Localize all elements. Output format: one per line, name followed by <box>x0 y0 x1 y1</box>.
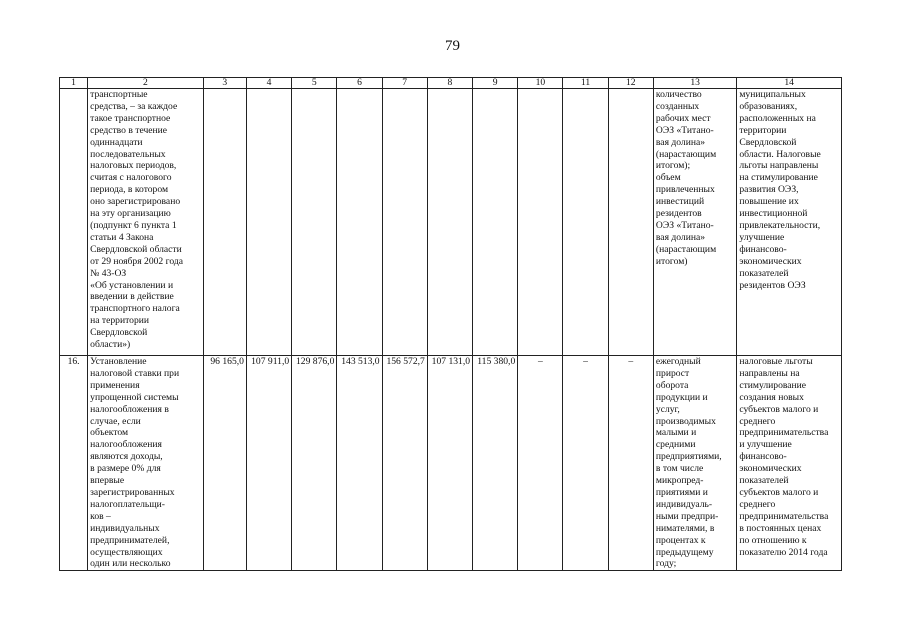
column-number: 1 <box>60 78 88 89</box>
value-cell <box>563 89 608 356</box>
value-cell <box>337 89 382 356</box>
column-number: 11 <box>563 78 608 89</box>
benefit-description: Установление налоговой ставки при применения упрощенной системы налогообложения в случае, если объектом налогообложения являются доходы, в размере 0% для впервые зарегистрированных налогоплательщи- ков – индивидуальных предпринимателей, осуществляющих один или несколько <box>88 356 204 571</box>
row-number <box>60 89 88 356</box>
value-cell <box>203 89 246 356</box>
value-cell <box>382 89 427 356</box>
column-number: 2 <box>88 78 204 89</box>
value-cell <box>473 89 518 356</box>
column-number: 5 <box>292 78 337 89</box>
column-number-row <box>60 78 842 89</box>
value-cell <box>292 89 337 356</box>
column-number: 10 <box>518 78 563 89</box>
value-cell: – <box>608 356 653 571</box>
value-cell: 107 131,0 <box>427 356 472 571</box>
indicator-description: количество созданных рабочих мест ОЭЗ «Титано- вая долина» (нарастающим итогом); объем привлеченных инвестиций резидентов ОЭЗ «Титано- вая долина» (нарастающим итогом) <box>653 89 736 356</box>
column-number: 4 <box>246 78 291 89</box>
value-cell <box>608 89 653 356</box>
column-number: 13 <box>653 78 736 89</box>
value-cell: – <box>563 356 608 571</box>
value-cell: 96 165,0 <box>203 356 246 571</box>
value-cell <box>427 89 472 356</box>
table-row <box>60 89 842 356</box>
indicator-description: ежегодный прирост оборота продукции и услуг, производимых малыми и средними предприятиями, в том числе микропред- приятиями и индивидуаль- ными предпри- нимателями, в процентах к предыдущему году; <box>653 356 736 571</box>
value-cell <box>518 89 563 356</box>
value-cell <box>246 89 291 356</box>
column-number: 7 <box>382 78 427 89</box>
benefit-goal: муниципальных образованиях, расположенных на территории Свердловской области. Налоговые льготы направлены на стимулирование развития ОЭЗ, повышение их инвестиционной привлекательности, улучшение финансово- экономических показателей резидентов ОЭЗ <box>737 89 842 356</box>
row-number: 16. <box>60 356 88 571</box>
table-row <box>60 356 842 571</box>
benefit-goal: налоговые льготы направлены на стимулирование создания новых субъектов малого и среднего предпринимательства и улучшение финансово- экономических показателей субъектов малого и среднего предпринимательства в постоянных ценах по отношению к показателю 2014 года <box>737 356 842 571</box>
column-number: 9 <box>473 78 518 89</box>
value-cell: 156 572,7 <box>382 356 427 571</box>
column-number: 6 <box>337 78 382 89</box>
value-cell: 143 513,0 <box>337 356 382 571</box>
value-cell: – <box>518 356 563 571</box>
tax-benefits-table <box>59 77 842 571</box>
benefit-description: транспортные средства, – за каждое такое транспортное средство в течение одиннадцати последовательных налоговых периодов, считая с налогового периода, в котором оно зарегистрировано на эту организацию (подпункт 6 пункта 1 статьи 4 Закона Свердловской области от 29 ноября 2002 года № 43-ОЗ «Об установлении и введении в действие транспортного налога на территории Свердловской области») <box>88 89 204 356</box>
value-cell: 129 876,0 <box>292 356 337 571</box>
column-number: 12 <box>608 78 653 89</box>
value-cell: 115 380,0 <box>473 356 518 571</box>
value-cell: 107 911,0 <box>246 356 291 571</box>
column-number: 8 <box>427 78 472 89</box>
column-number: 3 <box>203 78 246 89</box>
page-number: 79 <box>445 38 460 54</box>
column-number: 14 <box>737 78 842 89</box>
